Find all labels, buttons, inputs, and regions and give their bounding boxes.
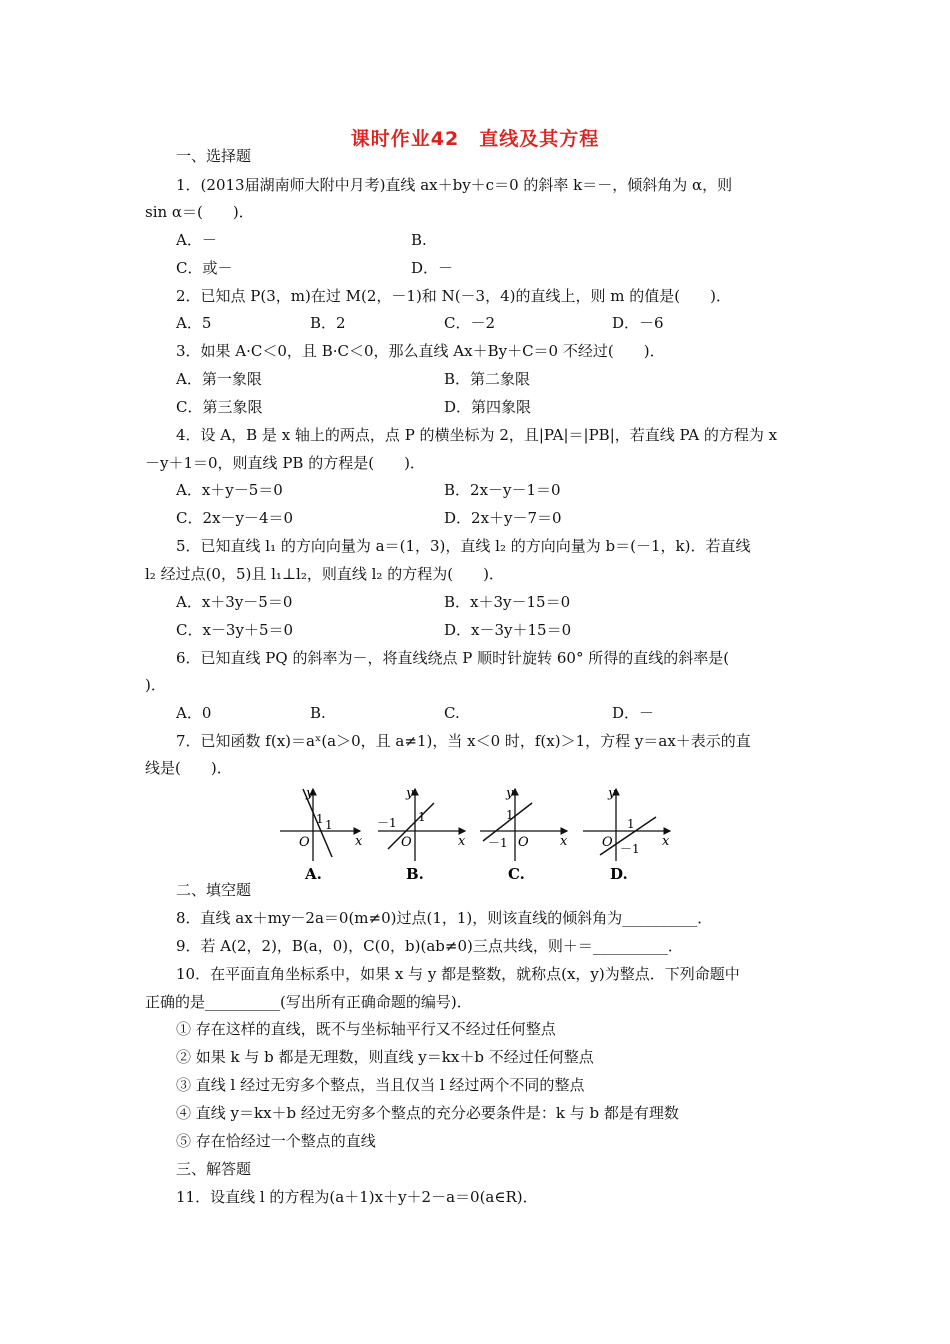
question-text: 4．设 A，B 是 x 轴上的两点，点 P 的横坐标为 2，且|PA|＝|PB|，若直线 PA 的方程为 x xyxy=(176,426,778,444)
option-b: B．x＋3y－15＝0 xyxy=(444,593,571,611)
option-d: D．2x＋y－7＝0 xyxy=(444,509,562,527)
statement-item: ① 存在这样的直线，既不与坐标轴平行又不经过任何整点 xyxy=(176,1020,556,1038)
option-a: A．第一象限 xyxy=(176,370,262,388)
option-a: A．x＋y－5＝0 xyxy=(176,481,283,499)
question-text: 正确的是__________(写出所有正确命题的编号)． xyxy=(145,993,472,1011)
option-d: D．－6 xyxy=(612,314,664,332)
tick-label: －1 xyxy=(377,816,397,830)
graph-option-label: B. xyxy=(406,865,424,883)
option-a: A．0 xyxy=(176,704,212,722)
y-label: y xyxy=(608,786,616,801)
tick-label: －1 xyxy=(488,836,508,850)
question-text: )． xyxy=(145,676,166,694)
origin-label: O xyxy=(401,835,412,850)
statement-item: ③ 直线 l 经过无穷多个整点，当且仅当 l 经过两个不同的整点 xyxy=(176,1076,585,1094)
graph-option-label: C. xyxy=(508,865,525,883)
graph-a xyxy=(280,786,363,883)
page-title: 课时作业42 直线及其方程 xyxy=(350,128,600,150)
option-b: B．2x－y－1＝0 xyxy=(444,481,561,499)
section-heading: 三、解答题 xyxy=(176,1160,252,1178)
graph-options-figure xyxy=(270,783,690,883)
question-text: l₂ 经过点(0，5)且 l₁⊥l₂，则直线 l₂ 的方程为( )． xyxy=(145,565,504,583)
x-label: x xyxy=(355,834,363,849)
statement-item: ④ 直线 y＝kx＋b 经过无穷多个整点的充分必要条件是：k 与 b 都是有理数 xyxy=(176,1104,679,1122)
x-label: x xyxy=(560,834,568,849)
question-text: 9．若 A(2，2)，B(a，0)，C(0，b)(ab≠0)三点共线，则＋＝__________． xyxy=(176,937,683,955)
graph-option-label: D. xyxy=(610,865,628,883)
tick-label: 1 xyxy=(506,808,514,822)
option-a: A．5 xyxy=(176,314,212,332)
option-d: D．x－3y＋15＝0 xyxy=(444,621,572,639)
tick-label: －1 xyxy=(620,842,640,856)
origin-label: O xyxy=(602,835,613,850)
option-b: B．第二象限 xyxy=(444,370,531,388)
section-heading: 二、填空题 xyxy=(176,881,252,899)
tick-label: 1 xyxy=(316,812,324,826)
option-a: A．－ xyxy=(176,231,217,249)
tick-label: 1 xyxy=(418,810,426,824)
statement-item: ② 如果 k 与 b 都是无理数，则直线 y＝kx＋b 不经过任何整点 xyxy=(176,1048,594,1066)
question-text: 7．已知函数 f(x)＝aˣ(a＞0，且 a≠1)，当 x＜0 时，f(x)＞1，方程 y＝ax＋表示的直 xyxy=(176,732,751,750)
graph-b xyxy=(377,786,466,883)
option-c: C．第三象限 xyxy=(176,398,263,416)
y-label: y xyxy=(406,786,414,801)
option-d: D．－ xyxy=(411,259,454,277)
question-text: 11．设直线 l 的方程为(a＋1)x＋y＋2－a＝0(a∈R)． xyxy=(176,1188,538,1206)
question-text: 3．如果 A·C＜0，且 B·C＜0，那么直线 Ax＋By＋C＝0 不经过( )． xyxy=(176,342,665,360)
question-text: sin α＝( )． xyxy=(145,203,254,221)
option-c: C．－2 xyxy=(444,314,496,332)
line-graphs xyxy=(270,783,690,883)
question-text: 5．已知直线 l₁ 的方向向量为 a＝(1，3)，直线 l₂ 的方向向量为 b＝(－1，k)．若直线 xyxy=(176,537,751,555)
graph-option-label: A. xyxy=(305,865,322,883)
option-b: B. xyxy=(411,231,427,249)
question-text: 10．在平面直角坐标系中，如果 x 与 y 都是整数，就称点(x，y)为整点．下列命题中 xyxy=(176,965,740,983)
graph-d xyxy=(583,786,670,883)
y-label: y xyxy=(306,786,314,801)
question-text: 6．已知直线 PQ 的斜率为－，将直线绕点 P 顺时针旋转 60° 所得的直线的斜率是( xyxy=(176,649,730,667)
question-text: 1．(2013届湖南师大附中月考)直线 ax＋by＋c＝0 的斜率 k＝－，倾斜角为 α，则 xyxy=(176,176,733,194)
option-c: C. xyxy=(444,704,460,722)
option-d: D．－ xyxy=(612,704,655,722)
option-c: C．2x－y－4＝0 xyxy=(176,509,294,527)
tick-label: 1 xyxy=(325,818,333,832)
origin-label: O xyxy=(518,835,529,850)
question-text: 8．直线 ax＋my－2a＝0(m≠0)过点(1，1)，则该直线的倾斜角为__________． xyxy=(176,909,713,927)
option-a: A．x＋3y－5＝0 xyxy=(176,593,293,611)
option-b: B．2 xyxy=(310,314,346,332)
graph-c xyxy=(480,786,568,883)
y-label: y xyxy=(506,786,514,801)
statement-item: ⑤ 存在恰经过一个整点的直线 xyxy=(176,1132,376,1150)
question-text: 2．已知点 P(3，m)在过 M(2，－1)和 N(－3，4)的直线上，则 m 的值是( )． xyxy=(176,287,731,305)
option-c: C．x－3y＋5＝0 xyxy=(176,621,294,639)
option-c: C．或－ xyxy=(176,259,233,277)
origin-label: O xyxy=(299,835,310,850)
question-text: 线是( )． xyxy=(145,759,232,777)
tick-label: 1 xyxy=(627,817,635,831)
question-text: －y＋1＝0，则直线 PB 的方程是( )． xyxy=(145,454,425,472)
x-label: x xyxy=(662,834,670,849)
section-heading: 一、选择题 xyxy=(176,147,252,165)
x-label: x xyxy=(458,834,466,849)
option-d: D．第四象限 xyxy=(444,398,532,416)
option-b: B. xyxy=(310,704,326,722)
